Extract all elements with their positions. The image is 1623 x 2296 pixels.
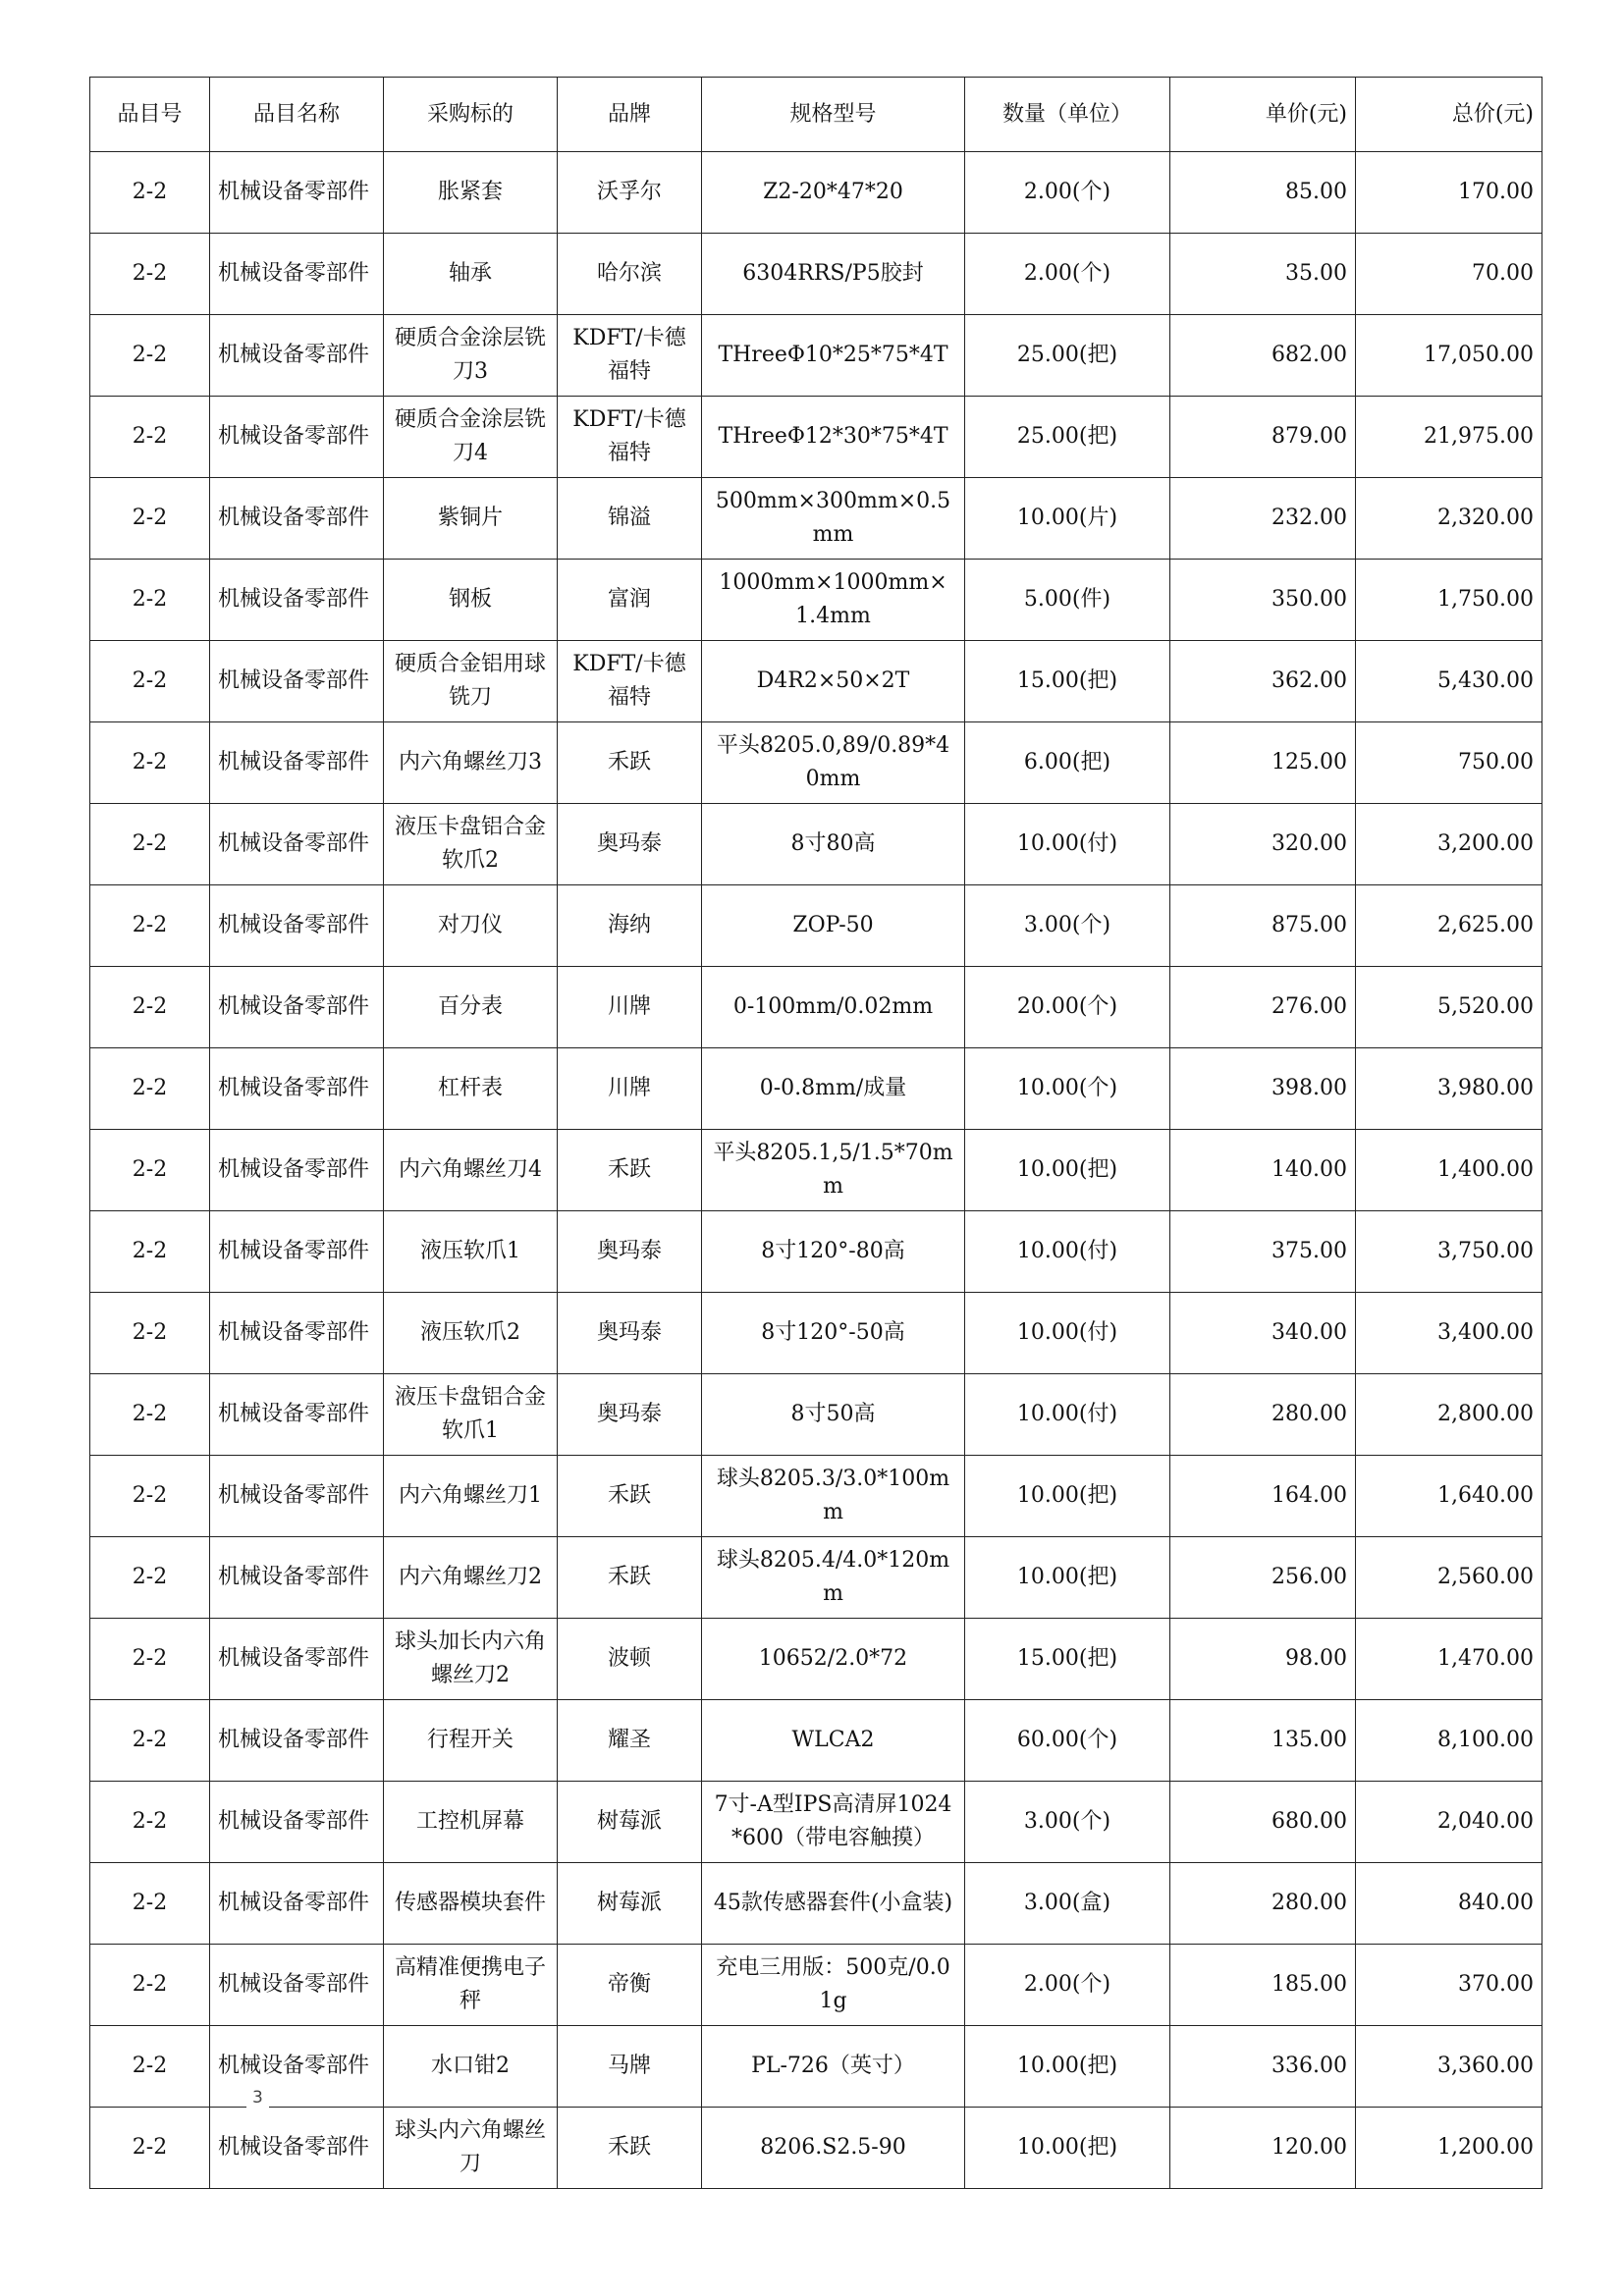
cell-subject: 液压卡盘铝合金软爪2	[384, 804, 558, 885]
cell-spec: D4R2×50×2T	[702, 641, 965, 722]
cell-item-no: 2-2	[90, 2108, 210, 2189]
cell-quantity: 2.00(个)	[965, 234, 1170, 315]
cell-item-no: 2-2	[90, 1945, 210, 2026]
cell-brand: 富润	[558, 560, 702, 641]
table-row	[90, 967, 1542, 1048]
cell-spec: 7寸-A型IPS高清屏1024*600（带电容触摸）	[702, 1782, 965, 1863]
cell-item-no: 2-2	[90, 1374, 210, 1456]
cell-total-price: 8,100.00	[1356, 1700, 1542, 1782]
cell-brand: 禾跃	[558, 1537, 702, 1619]
cell-spec: PL-726（英寸）	[702, 2026, 965, 2108]
cell-brand: 禾跃	[558, 2108, 702, 2189]
cell-unit-price: 320.00	[1170, 804, 1356, 885]
cell-subject: 百分表	[384, 967, 558, 1048]
cell-item-no: 2-2	[90, 1700, 210, 1782]
cell-subject: 液压软爪1	[384, 1211, 558, 1293]
cell-spec: 球头8205.4/4.0*120mm	[702, 1537, 965, 1619]
cell-item-name: 机械设备零部件	[210, 560, 384, 641]
cell-subject: 硬质合金铝用球铣刀	[384, 641, 558, 722]
cell-total-price: 1,400.00	[1356, 1130, 1542, 1211]
cell-item-no: 2-2	[90, 1863, 210, 1945]
cell-total-price: 3,980.00	[1356, 1048, 1542, 1130]
cell-unit-price: 398.00	[1170, 1048, 1356, 1130]
header-total-price: 总价(元)	[1356, 78, 1542, 152]
cell-unit-price: 682.00	[1170, 315, 1356, 397]
cell-spec: 0-0.8mm/成量	[702, 1048, 965, 1130]
cell-subject: 行程开关	[384, 1700, 558, 1782]
cell-item-no: 2-2	[90, 560, 210, 641]
cell-subject: 液压卡盘铝合金软爪1	[384, 1374, 558, 1456]
cell-quantity: 15.00(把)	[965, 641, 1170, 722]
cell-quantity: 3.00(个)	[965, 885, 1170, 967]
cell-subject: 工控机屏幕	[384, 1782, 558, 1863]
cell-total-price: 2,040.00	[1356, 1782, 1542, 1863]
cell-subject: 对刀仪	[384, 885, 558, 967]
cell-item-no: 2-2	[90, 722, 210, 804]
cell-brand: KDFT/卡德福特	[558, 315, 702, 397]
cell-item-name: 机械设备零部件	[210, 1211, 384, 1293]
cell-quantity: 10.00(付)	[965, 1211, 1170, 1293]
cell-quantity: 25.00(把)	[965, 315, 1170, 397]
cell-unit-price: 140.00	[1170, 1130, 1356, 1211]
cell-unit-price: 276.00	[1170, 967, 1356, 1048]
cell-subject: 杠杆表	[384, 1048, 558, 1130]
cell-total-price: 2,320.00	[1356, 478, 1542, 560]
cell-item-no: 2-2	[90, 1130, 210, 1211]
cell-subject: 液压软爪2	[384, 1293, 558, 1374]
cell-total-price: 370.00	[1356, 1945, 1542, 2026]
cell-item-name: 机械设备零部件	[210, 2108, 384, 2189]
table-row	[90, 1456, 1542, 1537]
cell-subject: 硬质合金涂层铣刀4	[384, 397, 558, 478]
cell-unit-price: 280.00	[1170, 1374, 1356, 1456]
cell-item-name: 机械设备零部件	[210, 234, 384, 315]
cell-brand: 禾跃	[558, 1456, 702, 1537]
table-row	[90, 1863, 1542, 1945]
cell-item-name: 机械设备零部件	[210, 1945, 384, 2026]
table-row	[90, 1945, 1542, 2026]
cell-item-no: 2-2	[90, 152, 210, 234]
cell-quantity: 3.00(盒)	[965, 1863, 1170, 1945]
table-header-row	[90, 78, 1542, 152]
cell-brand: 海纳	[558, 885, 702, 967]
cell-total-price: 750.00	[1356, 722, 1542, 804]
cell-total-price: 2,800.00	[1356, 1374, 1542, 1456]
cell-brand: 帝衡	[558, 1945, 702, 2026]
table-row	[90, 478, 1542, 560]
table-row	[90, 1374, 1542, 1456]
cell-item-name: 机械设备零部件	[210, 397, 384, 478]
cell-spec: 6304RRS/P5胶封	[702, 234, 965, 315]
cell-item-no: 2-2	[90, 1211, 210, 1293]
cell-unit-price: 875.00	[1170, 885, 1356, 967]
header-subject: 采购标的	[384, 78, 558, 152]
cell-brand: 耀圣	[558, 1700, 702, 1782]
cell-subject: 胀紧套	[384, 152, 558, 234]
cell-brand: 川牌	[558, 1048, 702, 1130]
cell-quantity: 60.00(个)	[965, 1700, 1170, 1782]
cell-item-no: 2-2	[90, 967, 210, 1048]
cell-spec: 充电三用版：500克/0.01g	[702, 1945, 965, 2026]
cell-item-name: 机械设备零部件	[210, 885, 384, 967]
cell-total-price: 3,400.00	[1356, 1293, 1542, 1374]
cell-item-no: 2-2	[90, 1048, 210, 1130]
cell-brand: 川牌	[558, 967, 702, 1048]
cell-subject: 球头内六角螺丝刀	[384, 2108, 558, 2189]
cell-spec: 0-100mm/0.02mm	[702, 967, 965, 1048]
cell-item-no: 2-2	[90, 1537, 210, 1619]
header-item-no: 品目号	[90, 78, 210, 152]
cell-item-no: 2-2	[90, 641, 210, 722]
cell-item-name: 机械设备零部件	[210, 804, 384, 885]
cell-subject: 内六角螺丝刀2	[384, 1537, 558, 1619]
cell-item-no: 2-2	[90, 478, 210, 560]
cell-item-name: 机械设备零部件	[210, 967, 384, 1048]
table-row	[90, 397, 1542, 478]
table-row	[90, 641, 1542, 722]
cell-spec: 8寸50高	[702, 1374, 965, 1456]
table-row	[90, 885, 1542, 967]
table-row	[90, 1537, 1542, 1619]
cell-item-no: 2-2	[90, 315, 210, 397]
cell-brand: 沃孚尔	[558, 152, 702, 234]
cell-unit-price: 362.00	[1170, 641, 1356, 722]
cell-brand: 禾跃	[558, 1130, 702, 1211]
cell-quantity: 2.00(个)	[965, 1945, 1170, 2026]
table-row	[90, 1619, 1542, 1700]
cell-spec: 8206.S2.5-90	[702, 2108, 965, 2189]
cell-brand: 奥玛泰	[558, 1293, 702, 1374]
cell-item-name: 机械设备零部件	[210, 2026, 384, 2108]
cell-total-price: 3,750.00	[1356, 1211, 1542, 1293]
cell-brand: 奥玛泰	[558, 804, 702, 885]
table-row	[90, 1211, 1542, 1293]
cell-quantity: 10.00(把)	[965, 1456, 1170, 1537]
cell-item-name: 机械设备零部件	[210, 1130, 384, 1211]
cell-quantity: 25.00(把)	[965, 397, 1170, 478]
cell-quantity: 5.00(件)	[965, 560, 1170, 641]
cell-item-name: 机械设备零部件	[210, 1619, 384, 1700]
table-row	[90, 1293, 1542, 1374]
cell-item-name: 机械设备零部件	[210, 478, 384, 560]
cell-unit-price: 98.00	[1170, 1619, 1356, 1700]
cell-subject: 钢板	[384, 560, 558, 641]
cell-subject: 高精准便携电子秤	[384, 1945, 558, 2026]
cell-brand: 禾跃	[558, 722, 702, 804]
page-number: 3	[246, 2088, 269, 2108]
cell-spec: 10652/2.0*72	[702, 1619, 965, 1700]
cell-unit-price: 185.00	[1170, 1945, 1356, 2026]
cell-unit-price: 125.00	[1170, 722, 1356, 804]
table-row	[90, 560, 1542, 641]
cell-spec: 500mm×300mm×0.5mm	[702, 478, 965, 560]
cell-quantity: 10.00(把)	[965, 2108, 1170, 2189]
header-brand: 品牌	[558, 78, 702, 152]
cell-quantity: 10.00(把)	[965, 1537, 1170, 1619]
cell-brand: KDFT/卡德福特	[558, 641, 702, 722]
cell-unit-price: 280.00	[1170, 1863, 1356, 1945]
cell-item-name: 机械设备零部件	[210, 1782, 384, 1863]
cell-brand: 哈尔滨	[558, 234, 702, 315]
cell-unit-price: 350.00	[1170, 560, 1356, 641]
cell-quantity: 10.00(付)	[965, 1293, 1170, 1374]
table-row	[90, 1782, 1542, 1863]
cell-unit-price: 680.00	[1170, 1782, 1356, 1863]
cell-unit-price: 135.00	[1170, 1700, 1356, 1782]
cell-unit-price: 336.00	[1170, 2026, 1356, 2108]
table-row	[90, 804, 1542, 885]
cell-subject: 球头加长内六角螺丝刀2	[384, 1619, 558, 1700]
cell-quantity: 10.00(付)	[965, 1374, 1170, 1456]
cell-item-name: 机械设备零部件	[210, 315, 384, 397]
cell-item-no: 2-2	[90, 885, 210, 967]
cell-total-price: 840.00	[1356, 1863, 1542, 1945]
cell-total-price: 5,520.00	[1356, 967, 1542, 1048]
cell-brand: 锦溢	[558, 478, 702, 560]
cell-item-name: 机械设备零部件	[210, 1293, 384, 1374]
table-row	[90, 234, 1542, 315]
cell-spec: 8寸120°-50高	[702, 1293, 965, 1374]
cell-quantity: 10.00(付)	[965, 804, 1170, 885]
cell-brand: 奥玛泰	[558, 1211, 702, 1293]
cell-unit-price: 232.00	[1170, 478, 1356, 560]
cell-item-name: 机械设备零部件	[210, 1456, 384, 1537]
cell-quantity: 15.00(把)	[965, 1619, 1170, 1700]
cell-spec: 8寸80高	[702, 804, 965, 885]
cell-spec: 平头8205.0,89/0.89*40mm	[702, 722, 965, 804]
cell-item-no: 2-2	[90, 234, 210, 315]
cell-total-price: 1,750.00	[1356, 560, 1542, 641]
cell-item-name: 机械设备零部件	[210, 1048, 384, 1130]
cell-total-price: 21,975.00	[1356, 397, 1542, 478]
cell-brand: 奥玛泰	[558, 1374, 702, 1456]
cell-total-price: 70.00	[1356, 234, 1542, 315]
cell-quantity: 20.00(个)	[965, 967, 1170, 1048]
cell-spec: THreeΦ10*25*75*4T	[702, 315, 965, 397]
cell-spec: 45款传感器套件(小盒装)	[702, 1863, 965, 1945]
cell-subject: 硬质合金涂层铣刀3	[384, 315, 558, 397]
cell-unit-price: 120.00	[1170, 2108, 1356, 2189]
cell-total-price: 1,640.00	[1356, 1456, 1542, 1537]
cell-total-price: 3,360.00	[1356, 2026, 1542, 2108]
cell-subject: 内六角螺丝刀1	[384, 1456, 558, 1537]
cell-quantity: 10.00(片)	[965, 478, 1170, 560]
table-body	[90, 152, 1542, 2189]
cell-unit-price: 35.00	[1170, 234, 1356, 315]
cell-item-name: 机械设备零部件	[210, 641, 384, 722]
cell-unit-price: 879.00	[1170, 397, 1356, 478]
cell-item-no: 2-2	[90, 1619, 210, 1700]
cell-item-name: 机械设备零部件	[210, 1863, 384, 1945]
cell-total-price: 17,050.00	[1356, 315, 1542, 397]
cell-spec: 球头8205.3/3.0*100mm	[702, 1456, 965, 1537]
table-row	[90, 722, 1542, 804]
cell-spec: THreeΦ12*30*75*4T	[702, 397, 965, 478]
cell-unit-price: 340.00	[1170, 1293, 1356, 1374]
cell-total-price: 1,200.00	[1356, 2108, 1542, 2189]
cell-item-no: 2-2	[90, 804, 210, 885]
cell-total-price: 1,470.00	[1356, 1619, 1542, 1700]
cell-item-no: 2-2	[90, 1782, 210, 1863]
cell-total-price: 170.00	[1356, 152, 1542, 234]
cell-item-name: 机械设备零部件	[210, 1374, 384, 1456]
cell-item-no: 2-2	[90, 2026, 210, 2108]
header-item-name: 品目名称	[210, 78, 384, 152]
table-row	[90, 1700, 1542, 1782]
cell-subject: 紫铜片	[384, 478, 558, 560]
cell-total-price: 2,560.00	[1356, 1537, 1542, 1619]
cell-quantity: 2.00(个)	[965, 152, 1170, 234]
cell-item-no: 2-2	[90, 1456, 210, 1537]
cell-spec: 1000mm×1000mm×1.4mm	[702, 560, 965, 641]
cell-total-price: 5,430.00	[1356, 641, 1542, 722]
cell-subject: 轴承	[384, 234, 558, 315]
cell-spec: WLCA2	[702, 1700, 965, 1782]
cell-total-price: 3,200.00	[1356, 804, 1542, 885]
cell-subject: 传感器模块套件	[384, 1863, 558, 1945]
table-row	[90, 315, 1542, 397]
cell-quantity: 10.00(把)	[965, 2026, 1170, 2108]
cell-brand: 树莓派	[558, 1863, 702, 1945]
cell-item-no: 2-2	[90, 1293, 210, 1374]
header-spec: 规格型号	[702, 78, 965, 152]
cell-brand: 马牌	[558, 2026, 702, 2108]
cell-spec: Z2-20*47*20	[702, 152, 965, 234]
cell-unit-price: 164.00	[1170, 1456, 1356, 1537]
cell-unit-price: 256.00	[1170, 1537, 1356, 1619]
cell-item-name: 机械设备零部件	[210, 152, 384, 234]
cell-quantity: 10.00(个)	[965, 1048, 1170, 1130]
table-row	[90, 2026, 1542, 2108]
cell-item-no: 2-2	[90, 397, 210, 478]
procurement-table	[89, 77, 1542, 2189]
cell-brand: 波顿	[558, 1619, 702, 1700]
cell-item-name: 机械设备零部件	[210, 1700, 384, 1782]
cell-brand: 树莓派	[558, 1782, 702, 1863]
cell-subject: 内六角螺丝刀3	[384, 722, 558, 804]
cell-unit-price: 375.00	[1170, 1211, 1356, 1293]
table-row	[90, 152, 1542, 234]
cell-quantity: 6.00(把)	[965, 722, 1170, 804]
cell-total-price: 2,625.00	[1356, 885, 1542, 967]
table-row	[90, 2108, 1542, 2189]
cell-item-name: 机械设备零部件	[210, 1537, 384, 1619]
cell-spec: 平头8205.1,5/1.5*70mm	[702, 1130, 965, 1211]
cell-quantity: 10.00(把)	[965, 1130, 1170, 1211]
cell-subject: 水口钳2	[384, 2026, 558, 2108]
table-row	[90, 1048, 1542, 1130]
cell-spec: 8寸120°-80高	[702, 1211, 965, 1293]
header-unit-price: 单价(元)	[1170, 78, 1356, 152]
cell-quantity: 3.00(个)	[965, 1782, 1170, 1863]
cell-spec: ZOP-50	[702, 885, 965, 967]
cell-brand: KDFT/卡德福特	[558, 397, 702, 478]
header-quantity: 数量（单位）	[965, 78, 1170, 152]
cell-unit-price: 85.00	[1170, 152, 1356, 234]
table-row	[90, 1130, 1542, 1211]
cell-item-name: 机械设备零部件	[210, 722, 384, 804]
cell-subject: 内六角螺丝刀4	[384, 1130, 558, 1211]
